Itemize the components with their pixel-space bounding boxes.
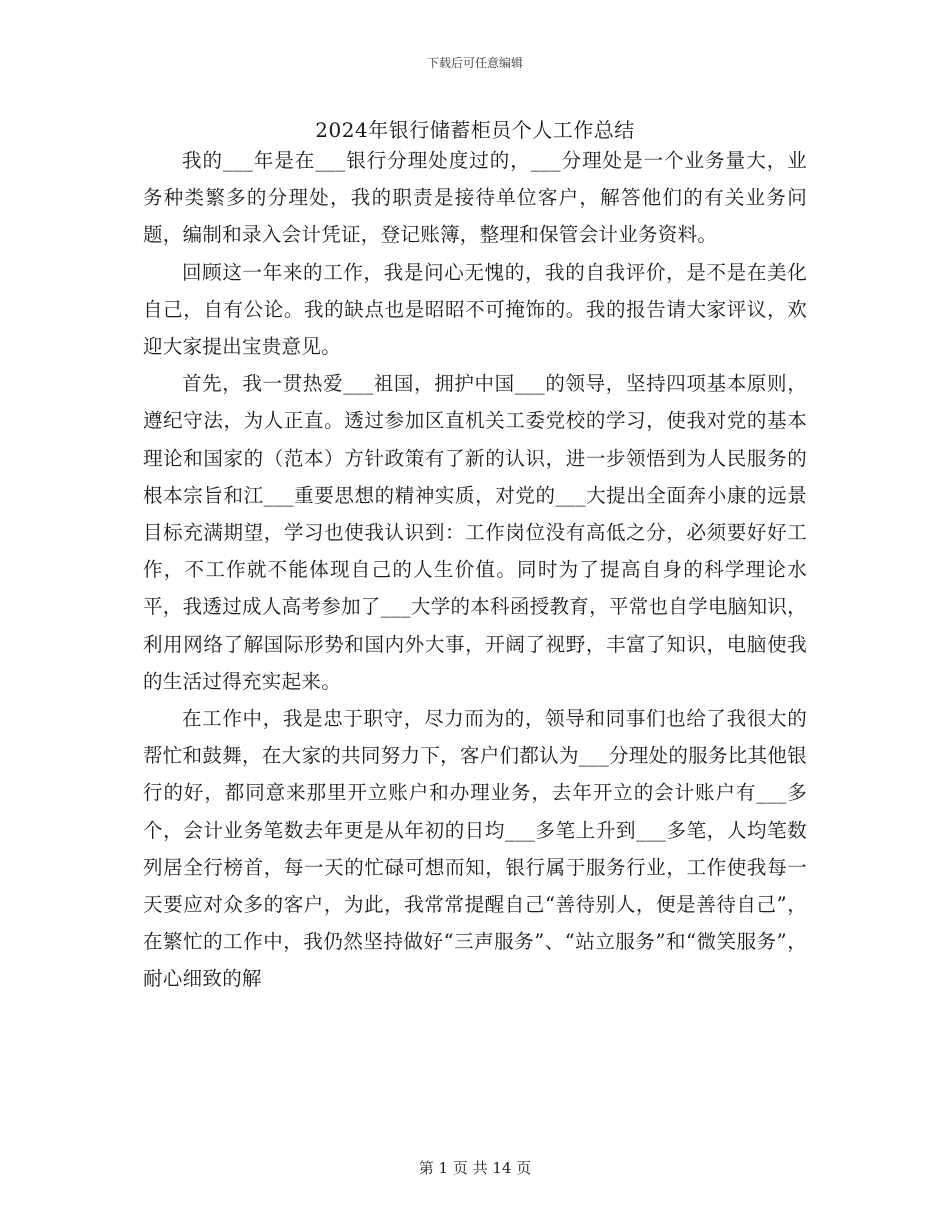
document-title: 2024年银行储蓄柜员个人工作总结 <box>315 118 635 142</box>
paragraph-4: 在工作中，我是忠于职守，尽力而为的，领导和同事们也给了我很大的帮忙和鼓舞，在大家的共同努力下，客户们都认为___分理处的服务比其他银行的好，都同意来那里开立账户和办理业务，去年开立的会计账户有___多个，会计业务笔数去年更是从年初的日均___多笔上升到___多笔，人均笔数列居全行榜首，每一天的忙碌可想而知，银行属于服务行业，工作使我每一天要应对众多的客户，为此，我常常提醒自己“善待别人，便是善待自己”，在繁忙的工作中，我仍然坚持做好“三声服务”、“站立服务”和“微笑服务”，耐心细致的解 <box>143 707 807 991</box>
paragraph-3: 首先，我一贯热爱___祖国，拥护中国___的领导，坚持四项基本原则，遵纪守法，为人正直。透过参加区直机关工委党校的学习，使我对党的基本理论和国家的（范本）方针政策有了新的认识，进一步领悟到为人民服务的根本宗旨和江___重要思想的精神实质，对党的___大提出全面奔小康的远景目标充满期望，学习也使我认识到：工作岗位没有高低之分，必须要好好工作，不工作就不能体现自己的人生价值。同时为了提高自身的科学理论水平，我透过成人高考参加了___大学的本科函授教育，平常也自学电脑知识，利用网络了解国际形势和国内外大事，开阔了视野，丰富了知识，电脑使我的生活过得充实起来。 <box>143 372 807 693</box>
header-note: 下载后可任意编辑 <box>426 56 523 70</box>
paragraph-2: 回顾这一年来的工作，我是问心无愧的，我的自我评价，是不是在美化自己，自有公论。我的缺点也是昭昭不可掩饰的。我的报告请大家评议，欢迎大家提出宝贵意见。 <box>143 260 807 359</box>
page-footer: 第 1 页 共 14 页 <box>418 1159 532 1177</box>
paragraph-1: 我的___年是在___银行分理处度过的，___分理处是一个业务量大，业务种类繁多的分理处，我的职责是接待单位客户，解答他们的有关业务问题，编制和录入会计凭证，登记账簿，整理和保管会计业务资料。 <box>143 149 807 247</box>
document-body <box>143 142 807 998</box>
